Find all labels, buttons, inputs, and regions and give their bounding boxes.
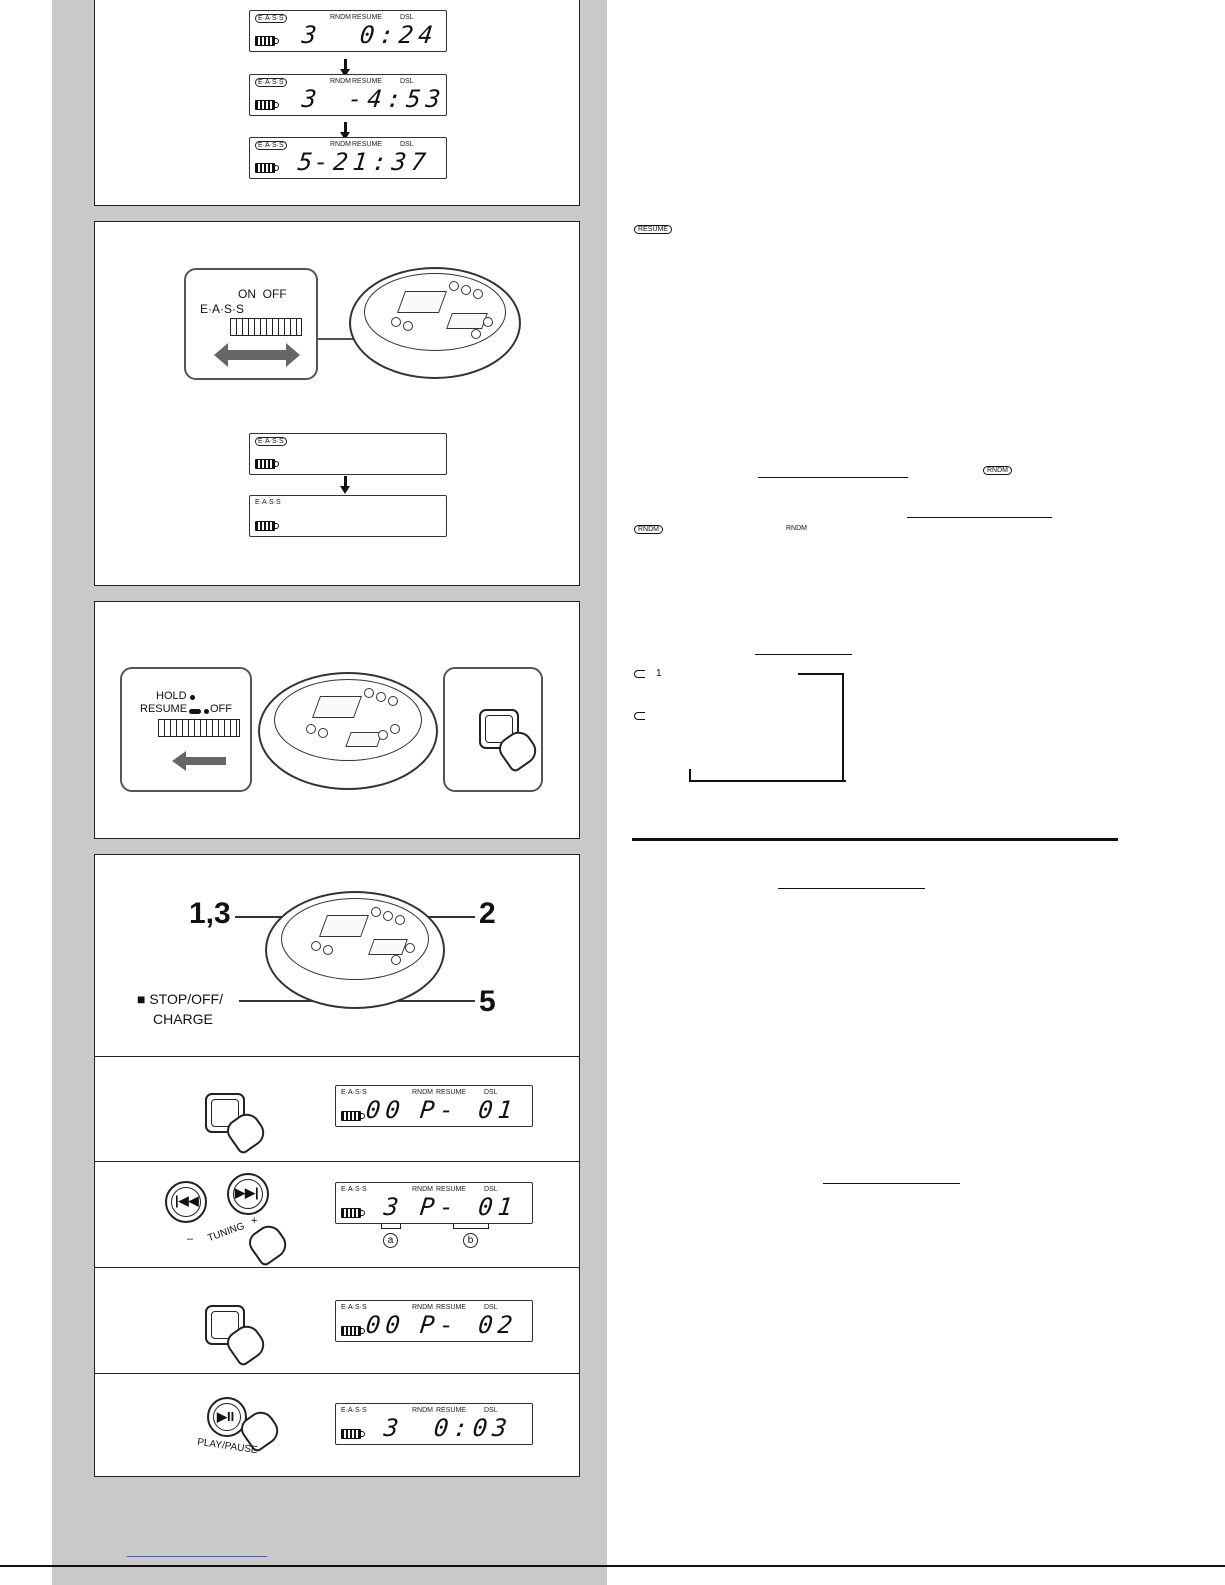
dsl-indicator: DSL xyxy=(400,78,414,85)
cd-button xyxy=(461,285,471,295)
cd-player-illustration xyxy=(258,672,438,790)
rndm-indicator: RNDM xyxy=(330,141,351,148)
cd-button xyxy=(371,907,381,917)
cd-display xyxy=(446,313,488,329)
cd-player-illustration xyxy=(349,267,521,379)
resume-panel xyxy=(94,601,580,839)
leader-line xyxy=(425,916,475,918)
battery-icon xyxy=(255,36,275,46)
divider xyxy=(95,1056,579,1057)
off-dot xyxy=(204,709,209,714)
divider xyxy=(95,1267,579,1268)
lcd-display xyxy=(249,433,447,475)
off-label: OFF xyxy=(210,703,232,715)
program-step: P- 01 xyxy=(418,1096,519,1124)
track-number: 3 xyxy=(382,1414,405,1442)
cd-button xyxy=(323,945,333,955)
cd-display xyxy=(312,696,362,718)
battery-icon xyxy=(341,1208,361,1218)
track-number: 3 xyxy=(300,21,323,49)
cd-button xyxy=(318,728,328,738)
lcd-display xyxy=(249,495,447,537)
marker-b: b xyxy=(463,1233,478,1248)
track-number: 00 xyxy=(364,1311,407,1339)
lcd-display xyxy=(335,1403,533,1445)
resume-indicator: RESUME xyxy=(352,78,382,85)
leader-line xyxy=(395,1000,475,1002)
minus-label: – xyxy=(187,1233,194,1245)
resume-tag: RESUME xyxy=(634,225,672,234)
charge-label: CHARGE xyxy=(153,1011,213,1027)
link-underline xyxy=(823,1183,960,1184)
cd-button xyxy=(376,692,386,702)
track-number: 5 xyxy=(296,148,319,176)
link-underline xyxy=(755,654,852,655)
left-arrow-icon xyxy=(172,749,226,773)
stop-off-label: ■ STOP/OFF/ xyxy=(137,991,223,1007)
cd-button xyxy=(395,915,405,925)
marker-a: a xyxy=(383,1233,398,1248)
resume-indicator: RESUME xyxy=(436,1407,466,1414)
time-readout: 0:24 xyxy=(358,21,440,49)
rndm-tag: RNDM xyxy=(634,525,663,534)
battery-icon xyxy=(255,459,275,469)
lcd-display xyxy=(249,74,447,116)
next-track-icon: ▶▶| xyxy=(235,1185,259,1200)
rndm-indicator: RNDM xyxy=(786,525,807,532)
dsl-indicator: DSL xyxy=(400,14,414,21)
dsl-indicator: DSL xyxy=(484,1089,498,1096)
cd-display xyxy=(319,915,369,937)
double-arrow-icon xyxy=(214,340,300,370)
rndm-indicator: RNDM xyxy=(330,78,351,85)
rndm-indicator: RNDM xyxy=(412,1089,433,1096)
callout-2: 2 xyxy=(479,897,496,930)
eass-indicator: E·A·S·S xyxy=(255,14,287,23)
eass-indicator: E·A·S·S xyxy=(255,78,287,87)
dsl-indicator: DSL xyxy=(484,1407,498,1414)
resume-indicator: RESUME xyxy=(352,14,382,21)
play-pause-label: PLAY/PAUSE xyxy=(196,1436,259,1457)
rndm-indicator: RNDM xyxy=(412,1304,433,1311)
battery-icon xyxy=(341,1326,361,1336)
time-readout: -4:53 xyxy=(346,85,447,113)
rndm-indicator: RNDM xyxy=(412,1407,433,1414)
resume-indicator: RESUME xyxy=(436,1304,466,1311)
cd-button xyxy=(473,289,483,299)
repeat-bracket xyxy=(689,769,846,782)
link-underline xyxy=(907,517,1052,518)
resume-label: RESUME xyxy=(140,703,188,715)
battery-icon xyxy=(255,163,275,173)
prev-track-icon: |◀◀ xyxy=(175,1193,199,1208)
cd-button xyxy=(388,696,398,706)
eass-indicator: E·A·S·S xyxy=(341,1089,367,1096)
cd-button xyxy=(364,688,374,698)
divider xyxy=(95,1161,579,1162)
eass-switch-label: E·A·S·S xyxy=(200,302,245,316)
lcd-display xyxy=(335,1182,533,1224)
program-step: P- 02 xyxy=(418,1311,519,1339)
program-step: P- 01 xyxy=(418,1193,519,1221)
lcd-display xyxy=(335,1085,533,1127)
play-pause-icon: ▶II xyxy=(217,1409,235,1424)
rndm-tag: RNDM xyxy=(983,466,1012,475)
on-off-label: ON OFF xyxy=(238,287,287,301)
track-number: 3 xyxy=(382,1193,405,1221)
resume-indicator: RESUME xyxy=(436,1186,466,1193)
dsl-indicator: DSL xyxy=(400,141,414,148)
cd-button xyxy=(306,724,316,734)
plus-label: + xyxy=(251,1215,258,1227)
divider xyxy=(95,1373,579,1374)
cd-button xyxy=(383,911,393,921)
bracket-a xyxy=(381,1223,401,1229)
rndm-indicator: RNDM xyxy=(412,1186,433,1193)
section-rule xyxy=(632,838,1118,841)
callout-5: 5 xyxy=(479,985,496,1018)
dsl-indicator: DSL xyxy=(484,1186,498,1193)
cd-button xyxy=(405,943,415,953)
button-callout xyxy=(443,667,543,792)
eass-indicator: E·A·S·S xyxy=(255,499,281,506)
lcd-display xyxy=(249,137,447,179)
cd-display xyxy=(368,939,408,955)
time-readout: 0:03 xyxy=(432,1414,514,1442)
lcd-display xyxy=(335,1300,533,1342)
track-number: 00 xyxy=(364,1096,407,1124)
cd-button xyxy=(449,281,459,291)
switch-callout xyxy=(184,268,318,380)
link-underline xyxy=(758,477,908,478)
cd-player-illustration xyxy=(265,891,445,1009)
cd-button xyxy=(471,329,481,339)
cd-button xyxy=(378,730,388,740)
eass-indicator: E·A·S·S xyxy=(341,1186,367,1193)
link-underline xyxy=(778,888,925,889)
footer-rule xyxy=(0,1565,1225,1567)
cd-button xyxy=(483,317,493,327)
repeat-icon xyxy=(634,670,645,678)
down-arrow-icon xyxy=(340,486,350,494)
cd-button xyxy=(391,955,401,965)
resume-indicator: RESUME xyxy=(436,1089,466,1096)
battery-icon xyxy=(341,1111,361,1121)
cd-button xyxy=(311,941,321,951)
battery-icon xyxy=(255,521,275,531)
repeat-one-label: 1 xyxy=(656,668,662,679)
display-panel xyxy=(94,0,580,206)
eass-indicator: E·A·S·S xyxy=(341,1304,367,1311)
repeat-icon xyxy=(634,712,645,720)
program-panel xyxy=(94,854,580,1477)
track-number: 3 xyxy=(300,85,323,113)
eass-switch[interactable] xyxy=(230,318,302,336)
tuning-label: TUNING xyxy=(206,1220,247,1245)
cd-display xyxy=(397,291,447,313)
battery-icon xyxy=(341,1429,361,1439)
resume-switch-callout xyxy=(120,667,252,792)
resume-switch[interactable] xyxy=(158,719,240,737)
cd-button xyxy=(390,724,400,734)
hold-dot xyxy=(190,695,195,700)
time-readout: -21:37 xyxy=(312,148,433,176)
battery-icon xyxy=(255,100,275,110)
resume-pill xyxy=(189,709,201,714)
eass-indicator: E·A·S·S xyxy=(255,141,287,150)
rndm-indicator: RNDM xyxy=(330,14,351,21)
resume-indicator: RESUME xyxy=(352,141,382,148)
eass-panel xyxy=(94,221,580,586)
eass-indicator: E·A·S·S xyxy=(341,1407,367,1414)
eass-indicator: E·A·S·S xyxy=(255,437,287,446)
dsl-indicator: DSL xyxy=(484,1304,498,1311)
lcd-display xyxy=(249,10,447,52)
repeat-bracket xyxy=(798,673,844,781)
pressing-hand-icon xyxy=(244,1220,291,1267)
cd-button xyxy=(403,321,413,331)
callout-1-3: 1,3 xyxy=(189,897,231,930)
bracket-b xyxy=(453,1223,489,1229)
hold-label: HOLD xyxy=(156,690,187,702)
cd-button xyxy=(391,317,401,327)
footer-link-underline xyxy=(127,1556,267,1557)
